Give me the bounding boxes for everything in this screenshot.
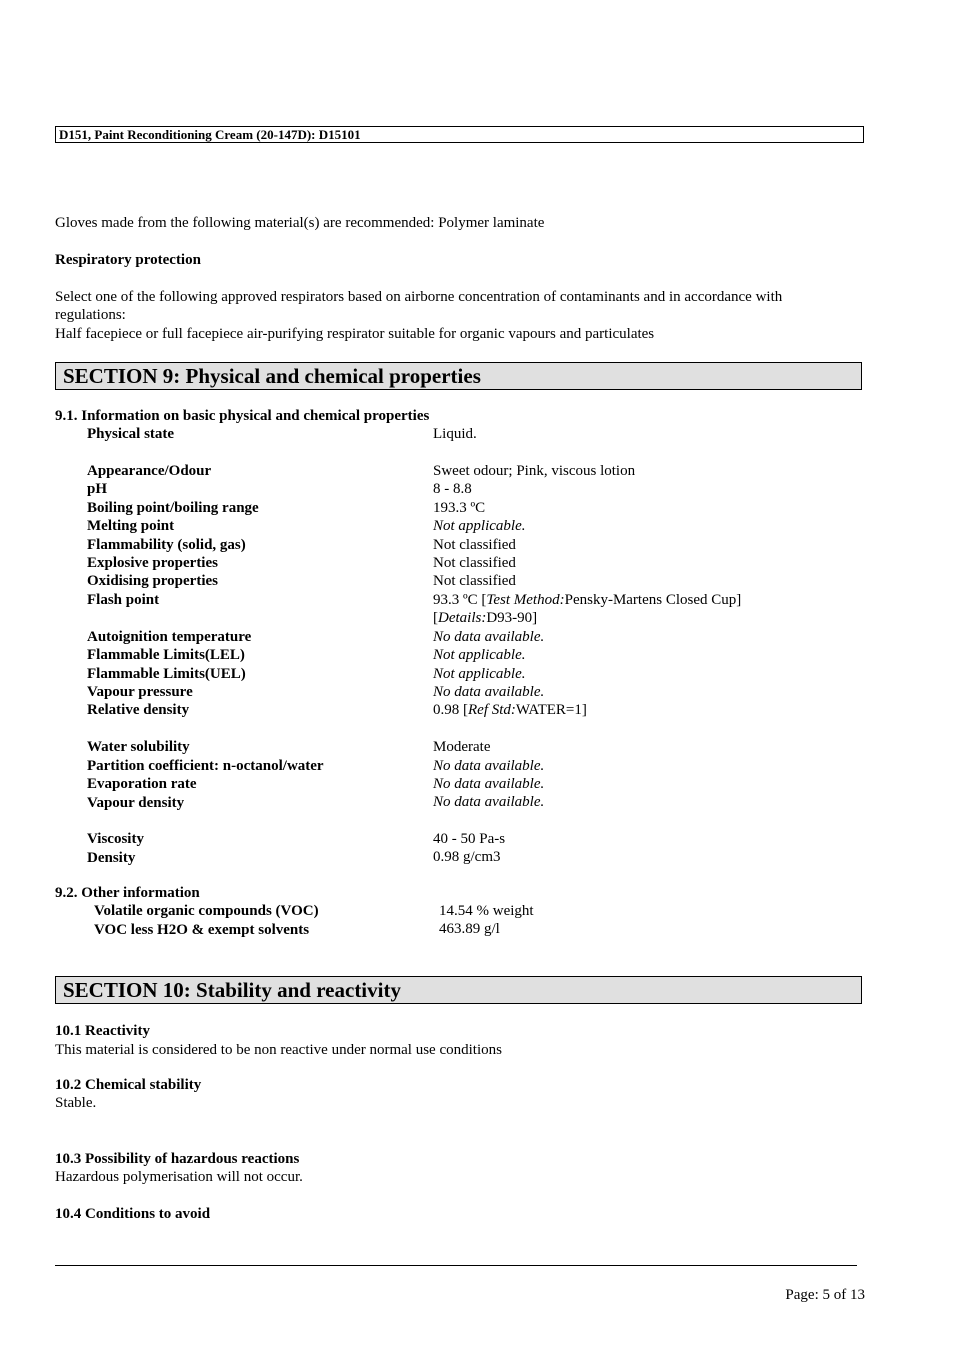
prop-label-boiling: Boiling point/boiling range	[87, 500, 259, 516]
prop-label-melting: Melting point	[87, 518, 175, 534]
section-9-title: SECTION 9: Physical and chemical properties	[55, 362, 862, 390]
prop-label-evaporation: Evaporation rate	[87, 776, 197, 792]
voc-label: Volatile organic compounds (VOC)	[94, 903, 319, 919]
prop-value-vapour-pressure: No data available.	[433, 684, 545, 700]
voc-value: 14.54 % weight	[439, 903, 534, 919]
hazardous-reactions-text: Hazardous polymerisation will not occur.	[55, 1169, 303, 1185]
prop-label-flash-point: Flash point	[87, 592, 160, 608]
flash-point-value: 93.3 ºC [	[433, 592, 487, 608]
prop-label-lel: Flammable Limits(LEL)	[87, 647, 245, 663]
prop-value-water-solubility: Moderate	[433, 739, 491, 755]
flash-point-details-value: D93-90]	[486, 610, 538, 626]
prop-value-appearance: Sweet odour; Pink, viscous lotion	[433, 463, 636, 479]
prop-value-flash-point	[433, 591, 741, 609]
prop-value-boiling: 193.3 ºC	[433, 500, 486, 516]
respiratory-text-2: regulations:	[55, 307, 126, 323]
flash-point-method-label: Test Method:	[486, 592, 565, 608]
prop-label-relative-density: Relative density	[87, 702, 190, 718]
hazardous-reactions-heading: 10.3 Possibility of hazardous reactions	[55, 1151, 300, 1167]
prop-value-physical-state: Liquid.	[433, 426, 477, 442]
reactivity-heading: 10.1 Reactivity	[55, 1023, 150, 1039]
respiratory-text-1: Select one of the following approved respirators based on airborne concentration of contaminants and in accordance with	[55, 289, 783, 305]
prop-label-partition: Partition coefficient: n-octanol/water	[87, 758, 324, 774]
respiratory-text-3: Half facepiece or full facepiece air-purifying respirator suitable for organic vapours and particulates	[55, 326, 655, 342]
page-number: Page: 5 of 13	[785, 1287, 865, 1303]
section-10-title: SECTION 10: Stability and reactivity	[55, 976, 862, 1004]
prop-label-density: Density	[87, 850, 136, 866]
prop-value-evaporation: No data available.	[433, 776, 545, 792]
prop-value-explosive: Not classified	[433, 555, 516, 571]
prop-label-viscosity: Viscosity	[87, 831, 144, 847]
document-header: D151, Paint Reconditioning Cream (20-147D): D15101	[55, 126, 864, 143]
footer-divider	[55, 1265, 857, 1266]
prop-label-autoignition: Autoignition temperature	[87, 629, 252, 645]
flash-point-details-label: Details:	[438, 610, 487, 626]
prop-label-flammability: Flammability (solid, gas)	[87, 537, 246, 553]
prop-label-ph: pH	[87, 481, 108, 497]
prop-label-physical-state: Physical state	[87, 426, 175, 442]
prop-label-water-solubility: Water solubility	[87, 739, 190, 755]
prop-value-relative-density	[433, 701, 587, 719]
chemical-stability-text: Stable.	[55, 1095, 97, 1111]
voc-less-value: 463.89 g/l	[439, 921, 500, 937]
conditions-to-avoid-heading: 10.4 Conditions to avoid	[55, 1206, 211, 1222]
prop-value-oxidising: Not classified	[433, 573, 516, 589]
relative-density-ref-value: WATER=1]	[515, 702, 587, 718]
prop-label-uel: Flammable Limits(UEL)	[87, 666, 246, 682]
prop-value-partition: No data available.	[433, 758, 545, 774]
relative-density-value: 0.98 [	[433, 702, 468, 718]
prop-label-appearance: Appearance/Odour	[87, 463, 212, 479]
prop-value-viscosity: 40 - 50 Pa-s	[433, 831, 506, 847]
subsection-9-2-heading: 9.2. Other information	[55, 885, 200, 901]
prop-label-vapour-pressure: Vapour pressure	[87, 684, 193, 700]
prop-value-flammability: Not classified	[433, 537, 516, 553]
prop-value-density: 0.98 g/cm3	[433, 849, 501, 865]
flash-point-details-open: [	[433, 610, 438, 626]
prop-label-oxidising: Oxidising properties	[87, 573, 218, 589]
prop-label-explosive: Explosive properties	[87, 555, 218, 571]
prop-label-vapour-density: Vapour density	[87, 795, 185, 811]
prop-value-melting: Not applicable.	[433, 518, 526, 534]
respiratory-heading: Respiratory protection	[55, 252, 201, 268]
prop-value-vapour-density: No data available.	[433, 794, 545, 810]
relative-density-ref-label: Ref Std:	[468, 702, 516, 718]
prop-value-flash-point-details	[433, 609, 537, 627]
prop-value-autoignition: No data available.	[433, 629, 545, 645]
chemical-stability-heading: 10.2 Chemical stability	[55, 1077, 202, 1093]
prop-value-uel: Not applicable.	[433, 666, 526, 682]
subsection-9-1-heading: 9.1. Information on basic physical and chemical properties	[55, 408, 430, 424]
prop-value-lel: Not applicable.	[433, 647, 526, 663]
voc-less-label: VOC less H2O & exempt solvents	[94, 922, 310, 938]
reactivity-text: This material is considered to be non reactive under normal use conditions	[55, 1042, 502, 1058]
prop-value-ph: 8 - 8.8	[433, 481, 472, 497]
gloves-text: Gloves made from the following material(s) are recommended: Polymer laminate	[55, 215, 545, 231]
flash-point-method-value: Pensky-Martens Closed Cup]	[564, 592, 742, 608]
